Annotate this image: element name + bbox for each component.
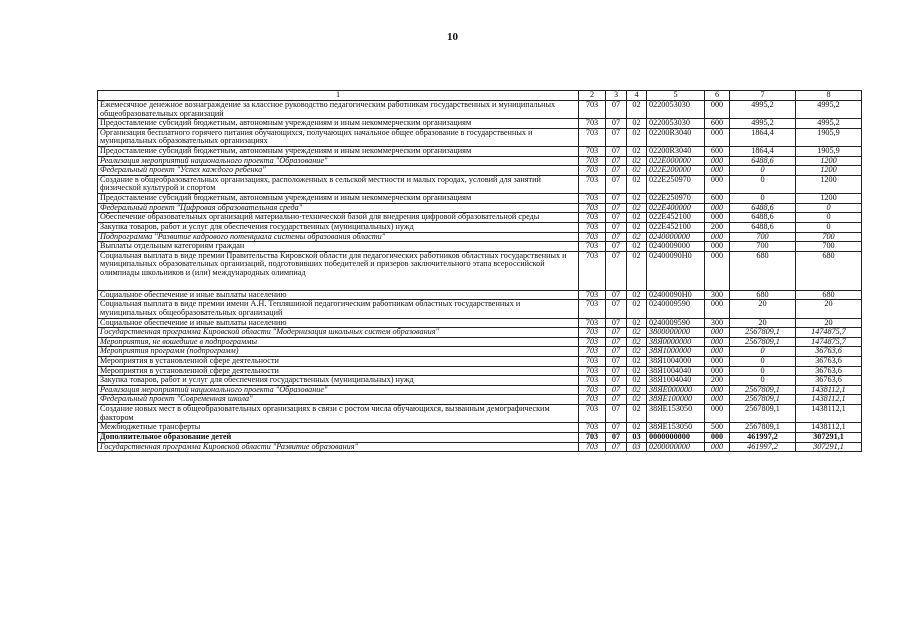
row-section: 07	[606, 385, 627, 395]
row-amount-year2: 20	[796, 300, 862, 318]
row-amount-year1: 6488,6	[730, 222, 796, 232]
row-amount-year1: 6488,6	[730, 156, 796, 166]
row-target-article: 38Я1004000	[647, 357, 705, 367]
table-row	[98, 357, 862, 367]
row-section: 07	[606, 194, 627, 204]
row-target-article: 38ЯЕ153050	[647, 405, 705, 423]
row-section: 07	[606, 376, 627, 386]
row-section: 07	[606, 213, 627, 223]
row-expense-type: 000	[705, 203, 730, 213]
table-row	[98, 128, 862, 146]
row-section: 07	[606, 232, 627, 242]
row-subsection: 02	[627, 222, 647, 232]
row-target-article: 022E250970	[647, 194, 705, 204]
column-header: 1	[98, 91, 579, 101]
row-ved-code: 703	[579, 432, 606, 442]
row-name: Федеральный проект "Успех каждого ребенка"	[98, 166, 579, 176]
row-amount-year1: 0	[730, 347, 796, 357]
row-expense-type: 000	[705, 242, 730, 252]
row-amount-year2: 1905,9	[796, 128, 862, 146]
row-expense-type: 500	[705, 423, 730, 433]
row-amount-year2: 0	[796, 213, 862, 223]
row-target-article: 022E400000	[647, 203, 705, 213]
row-subsection: 02	[627, 347, 647, 357]
row-ved-code: 703	[579, 232, 606, 242]
row-name: Обеспечение образовательных организаций материально-технической базой для внедрения цифровой образовательной среды	[98, 213, 579, 223]
row-name: Федеральный проект "Цифровая образовательная среда"	[98, 203, 579, 213]
row-section: 07	[606, 337, 627, 347]
row-ved-code: 703	[579, 251, 606, 290]
column-header: 3	[606, 91, 627, 101]
row-target-article: 0240000000	[647, 232, 705, 242]
row-ved-code: 703	[579, 395, 606, 405]
row-amount-year1: 4995,2	[730, 119, 796, 129]
row-expense-type: 300	[705, 318, 730, 328]
row-expense-type: 000	[705, 337, 730, 347]
row-expense-type: 000	[705, 251, 730, 290]
row-amount-year1: 20	[730, 318, 796, 328]
row-section: 07	[606, 290, 627, 300]
table-row	[98, 194, 862, 204]
table-row	[98, 366, 862, 376]
table-row	[98, 175, 862, 193]
row-target-article: 38Я0000000	[647, 337, 705, 347]
row-subsection: 02	[627, 357, 647, 367]
row-section: 07	[606, 395, 627, 405]
row-amount-year2: 1200	[796, 175, 862, 193]
row-expense-type: 000	[705, 432, 730, 442]
row-expense-type: 200	[705, 222, 730, 232]
row-amount-year1: 700	[730, 232, 796, 242]
table-row	[98, 318, 862, 328]
row-subsection: 02	[627, 119, 647, 129]
row-expense-type: 000	[705, 232, 730, 242]
row-expense-type: 300	[705, 290, 730, 300]
row-target-article: 0000000000	[647, 432, 705, 442]
table-row	[98, 405, 862, 423]
budget-table	[97, 90, 862, 452]
row-name: Государственная программа Кировской области "Развитие образования"	[98, 442, 579, 452]
row-section: 07	[606, 405, 627, 423]
row-amount-year2: 680	[796, 251, 862, 290]
row-name: Мероприятия в установленной сфере деятельности	[98, 366, 579, 376]
row-target-article: 38ЯЕ000000	[647, 385, 705, 395]
row-expense-type: 600	[705, 119, 730, 129]
row-amount-year2: 20	[796, 318, 862, 328]
row-amount-year1: 680	[730, 251, 796, 290]
row-name: Ежемесячное денежное вознаграждение за классное руководство педагогическим работникам государственных и муниципальных общеобразовательных организаций	[98, 101, 579, 119]
row-ved-code: 703	[579, 376, 606, 386]
row-subsection: 02	[627, 175, 647, 193]
row-name: Закупка товаров, работ и услуг для обеспечения государственных (муниципальных) нужд	[98, 222, 579, 232]
row-amount-year2: 36763,6	[796, 357, 862, 367]
row-ved-code: 703	[579, 366, 606, 376]
row-amount-year2: 1474875,7	[796, 337, 862, 347]
row-expense-type: 000	[705, 442, 730, 452]
row-name: Предоставление субсидий бюджетным, автономным учреждениям и иным некоммерческим организациям	[98, 119, 579, 129]
row-ved-code: 703	[579, 194, 606, 204]
row-target-article: 02400090Н0	[647, 290, 705, 300]
row-section: 07	[606, 432, 627, 442]
row-amount-year2: 0	[796, 222, 862, 232]
row-section: 07	[606, 423, 627, 433]
row-amount-year2: 36763,6	[796, 366, 862, 376]
row-name: Закупка товаров, работ и услуг для обеспечения государственных (муниципальных) нужд	[98, 376, 579, 386]
row-subsection: 03	[627, 432, 647, 442]
row-amount-year1: 2567809,1	[730, 337, 796, 347]
row-subsection: 03	[627, 442, 647, 452]
row-target-article: 38Я1004040	[647, 366, 705, 376]
row-amount-year2: 1474875,7	[796, 328, 862, 338]
row-subsection: 02	[627, 156, 647, 166]
row-name: Социальная выплата в виде премии Правительства Кировской области для педагогических работников областных государственных и муниципальных образовательных организаций, подготовивших победителей и призеров заключительного этапа всероссийской олимпиады школьников и (или) международных олимпиад	[98, 251, 579, 290]
row-ved-code: 703	[579, 166, 606, 176]
table-row	[98, 119, 862, 129]
row-section: 07	[606, 222, 627, 232]
row-name: Мероприятия программ (подпрограмм)	[98, 347, 579, 357]
row-subsection: 02	[627, 300, 647, 318]
row-target-article: 0220053030	[647, 119, 705, 129]
row-section: 07	[606, 166, 627, 176]
table-row	[98, 300, 862, 318]
row-expense-type: 000	[705, 175, 730, 193]
row-amount-year2: 307291,1	[796, 432, 862, 442]
row-target-article: 022E000000	[647, 156, 705, 166]
row-name: Предоставление субсидий бюджетным, автономным учреждениям и иным некоммерческим организациям	[98, 194, 579, 204]
row-subsection: 02	[627, 232, 647, 242]
table-row	[98, 166, 862, 176]
row-name: Организация бесплатного горячего питания обучающихся, получающих начальное общее образование в государственных и муниципальных образовательных организациях	[98, 128, 579, 146]
row-subsection: 02	[627, 337, 647, 347]
row-target-article: 0240009000	[647, 242, 705, 252]
row-expense-type: 600	[705, 194, 730, 204]
row-ved-code: 703	[579, 423, 606, 433]
row-ved-code: 703	[579, 357, 606, 367]
row-ved-code: 703	[579, 119, 606, 129]
row-amount-year2: 36763,6	[796, 376, 862, 386]
row-target-article: 0200000000	[647, 442, 705, 452]
row-amount-year1: 1864,4	[730, 128, 796, 146]
row-amount-year2: 1200	[796, 194, 862, 204]
row-amount-year1: 6488,6	[730, 203, 796, 213]
row-subsection: 02	[627, 203, 647, 213]
row-expense-type: 000	[705, 101, 730, 119]
row-amount-year1: 1864,4	[730, 147, 796, 157]
page-number: 10	[447, 31, 458, 43]
row-amount-year2: 1200	[796, 166, 862, 176]
table-row	[98, 385, 862, 395]
table-row	[98, 251, 862, 290]
row-target-article: 38Я1000000	[647, 347, 705, 357]
row-section: 07	[606, 300, 627, 318]
row-ved-code: 703	[579, 318, 606, 328]
row-target-article: 0240009590	[647, 318, 705, 328]
row-subsection: 02	[627, 101, 647, 119]
table-row	[98, 423, 862, 433]
table-row	[98, 432, 862, 442]
row-subsection: 02	[627, 376, 647, 386]
row-name: Создание новых мест в общеобразовательных организациях в связи с ростом числа обучающихся, вызванным демографическим фактором	[98, 405, 579, 423]
row-name: Дополнительное образование детей	[98, 432, 579, 442]
row-amount-year2: 1905,9	[796, 147, 862, 157]
row-ved-code: 703	[579, 203, 606, 213]
row-target-article: 02400090Н0	[647, 251, 705, 290]
row-name: Подпрограмма "Развитие кадрового потенциала системы образования области"	[98, 232, 579, 242]
row-ved-code: 703	[579, 385, 606, 395]
row-subsection: 02	[627, 423, 647, 433]
row-amount-year1: 461997,2	[730, 442, 796, 452]
row-section: 07	[606, 242, 627, 252]
row-name: Межбюджетные трансферты	[98, 423, 579, 433]
row-section: 07	[606, 366, 627, 376]
row-ved-code: 703	[579, 405, 606, 423]
column-header: 6	[705, 91, 730, 101]
row-expense-type: 000	[705, 347, 730, 357]
row-expense-type: 000	[705, 357, 730, 367]
table-row	[98, 395, 862, 405]
row-ved-code: 703	[579, 156, 606, 166]
row-amount-year1: 0	[730, 357, 796, 367]
header-row	[98, 91, 862, 101]
row-amount-year1: 0	[730, 175, 796, 193]
row-amount-year2: 307291,1	[796, 442, 862, 452]
row-ved-code: 703	[579, 242, 606, 252]
table-row	[98, 203, 862, 213]
row-ved-code: 703	[579, 222, 606, 232]
row-subsection: 02	[627, 366, 647, 376]
row-amount-year1: 0	[730, 194, 796, 204]
table-row	[98, 442, 862, 452]
row-expense-type: 000	[705, 166, 730, 176]
row-target-article: 38Я1004040	[647, 376, 705, 386]
row-section: 07	[606, 318, 627, 328]
row-target-article: 3800000000	[647, 328, 705, 338]
row-section: 07	[606, 347, 627, 357]
row-amount-year1: 0	[730, 366, 796, 376]
row-target-article: 0220053030	[647, 101, 705, 119]
table-row	[98, 376, 862, 386]
row-name: Реализация мероприятий национального проекта "Образование"	[98, 156, 579, 166]
row-subsection: 02	[627, 213, 647, 223]
row-amount-year1: 461997,2	[730, 432, 796, 442]
row-name: Мероприятия в установленной сфере деятельности	[98, 357, 579, 367]
row-amount-year2: 1438112,1	[796, 405, 862, 423]
row-section: 07	[606, 101, 627, 119]
row-amount-year2: 1438112,1	[796, 395, 862, 405]
row-amount-year1: 2567809,1	[730, 385, 796, 395]
row-ved-code: 703	[579, 442, 606, 452]
table-row	[98, 290, 862, 300]
row-amount-year1: 2567809,1	[730, 328, 796, 338]
row-amount-year2: 0	[796, 203, 862, 213]
row-target-article: 022E452100	[647, 213, 705, 223]
row-name: Создание в общеобразовательных организациях, расположенных в сельской местности и малых городах, условий для занятий физической культурой и спортом	[98, 175, 579, 193]
row-section: 07	[606, 357, 627, 367]
row-name: Предоставление субсидий бюджетным, автономным учреждениям и иным некоммерческим организациям	[98, 147, 579, 157]
row-subsection: 02	[627, 385, 647, 395]
column-header: 5	[647, 91, 705, 101]
row-target-article: 02200R3040	[647, 147, 705, 157]
row-expense-type: 000	[705, 366, 730, 376]
row-target-article: 02200R3040	[647, 128, 705, 146]
table-row	[98, 156, 862, 166]
row-subsection: 02	[627, 318, 647, 328]
row-name: Выплаты отдельным категориям граждан	[98, 242, 579, 252]
row-subsection: 02	[627, 242, 647, 252]
column-header: 2	[579, 91, 606, 101]
row-ved-code: 703	[579, 347, 606, 357]
row-amount-year1: 20	[730, 300, 796, 318]
row-expense-type: 200	[705, 376, 730, 386]
row-subsection: 02	[627, 166, 647, 176]
row-expense-type: 000	[705, 128, 730, 146]
row-amount-year1: 680	[730, 290, 796, 300]
row-expense-type: 000	[705, 328, 730, 338]
row-expense-type: 600	[705, 147, 730, 157]
row-subsection: 02	[627, 395, 647, 405]
row-ved-code: 703	[579, 101, 606, 119]
row-section: 07	[606, 251, 627, 290]
table-row	[98, 328, 862, 338]
row-amount-year1: 0	[730, 166, 796, 176]
row-amount-year2: 1438112,1	[796, 423, 862, 433]
row-amount-year1: 700	[730, 242, 796, 252]
row-amount-year2: 680	[796, 290, 862, 300]
table-row	[98, 347, 862, 357]
column-header: 7	[730, 91, 796, 101]
row-ved-code: 703	[579, 328, 606, 338]
row-amount-year1: 2567809,1	[730, 405, 796, 423]
table-row	[98, 242, 862, 252]
row-section: 07	[606, 328, 627, 338]
row-amount-year2: 36763,6	[796, 347, 862, 357]
row-name: Реализация мероприятий национального проекта "Образование"	[98, 385, 579, 395]
row-target-article: 022E250970	[647, 175, 705, 193]
row-subsection: 02	[627, 405, 647, 423]
row-target-article: 38ЯЕ100000	[647, 395, 705, 405]
table-row	[98, 147, 862, 157]
row-name: Социальное обеспечение и иные выплаты населению	[98, 290, 579, 300]
row-amount-year1: 2567809,1	[730, 395, 796, 405]
row-ved-code: 703	[579, 128, 606, 146]
row-target-article: 0240009590	[647, 300, 705, 318]
row-amount-year2: 4995,2	[796, 119, 862, 129]
row-ved-code: 703	[579, 337, 606, 347]
row-expense-type: 000	[705, 213, 730, 223]
row-expense-type: 000	[705, 300, 730, 318]
row-ved-code: 703	[579, 175, 606, 193]
row-amount-year1: 4995,2	[730, 101, 796, 119]
row-ved-code: 703	[579, 300, 606, 318]
row-amount-year2: 1200	[796, 156, 862, 166]
table-row	[98, 101, 862, 119]
row-expense-type: 000	[705, 405, 730, 423]
row-subsection: 02	[627, 147, 647, 157]
column-header: 4	[627, 91, 647, 101]
row-subsection: 02	[627, 128, 647, 146]
row-target-article: 38ЯЕ153050	[647, 423, 705, 433]
row-expense-type: 000	[705, 395, 730, 405]
row-section: 07	[606, 128, 627, 146]
column-header: 8	[796, 91, 862, 101]
table-row	[98, 232, 862, 242]
table-row	[98, 337, 862, 347]
row-name: Социальная выплата в виде премии имени А.Н. Тепляшиной педагогическим работникам областных государственных и муниципальных общеобразовательных организаций	[98, 300, 579, 318]
table-row	[98, 213, 862, 223]
row-section: 07	[606, 442, 627, 452]
row-amount-year1: 6488,6	[730, 213, 796, 223]
row-subsection: 02	[627, 328, 647, 338]
row-section: 07	[606, 147, 627, 157]
row-section: 07	[606, 156, 627, 166]
row-target-article: 022E200000	[647, 166, 705, 176]
row-amount-year2: 4995,2	[796, 101, 862, 119]
row-ved-code: 703	[579, 290, 606, 300]
row-name: Мероприятия, не вошедшие в подпрограммы	[98, 337, 579, 347]
table-row	[98, 222, 862, 232]
row-subsection: 02	[627, 251, 647, 290]
row-name: Социальное обеспечение и иные выплаты населению	[98, 318, 579, 328]
row-name: Федеральный проект "Современная школа"	[98, 395, 579, 405]
row-target-article: 022E452100	[647, 222, 705, 232]
row-name: Государственная программа Кировской области "Модернизация школьных систем образования"	[98, 328, 579, 338]
row-amount-year2: 700	[796, 232, 862, 242]
row-section: 07	[606, 175, 627, 193]
row-amount-year2: 700	[796, 242, 862, 252]
row-subsection: 02	[627, 290, 647, 300]
row-amount-year1: 2567809,1	[730, 423, 796, 433]
row-expense-type: 000	[705, 385, 730, 395]
row-section: 07	[606, 203, 627, 213]
row-ved-code: 703	[579, 147, 606, 157]
row-expense-type: 000	[705, 156, 730, 166]
row-amount-year2: 1438112,1	[796, 385, 862, 395]
row-section: 07	[606, 119, 627, 129]
row-subsection: 02	[627, 194, 647, 204]
row-amount-year1: 0	[730, 376, 796, 386]
row-ved-code: 703	[579, 213, 606, 223]
